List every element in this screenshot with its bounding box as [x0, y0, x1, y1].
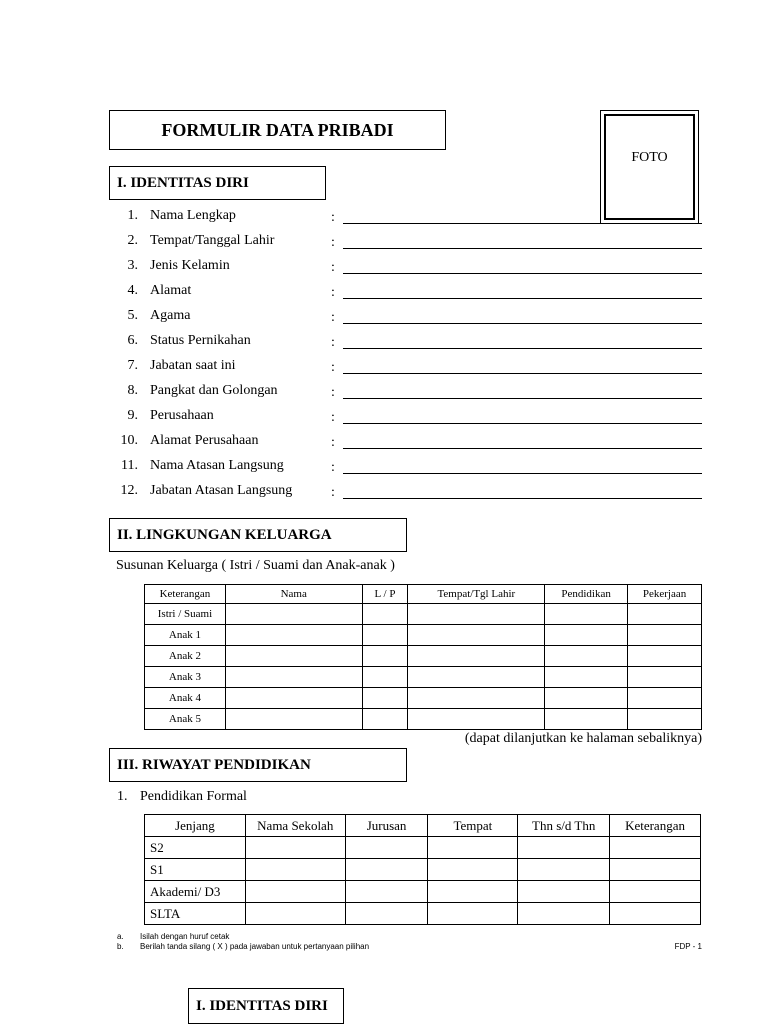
family-row-label: Anak 4: [145, 688, 226, 709]
field-line[interactable]: [343, 423, 702, 424]
table-row: [145, 881, 701, 903]
family-table: [144, 584, 702, 730]
table-cell[interactable]: [408, 709, 545, 730]
section-pendidikan-heading: III. RIWAYAT PENDIDIKAN: [109, 748, 407, 782]
table-cell[interactable]: [345, 903, 428, 925]
table-cell[interactable]: [362, 709, 408, 730]
education-sub-label: Pendidikan Formal: [140, 789, 247, 804]
table-row: [145, 646, 702, 667]
field-perusahaan[interactable]: 9. Perusahaan :: [0, 405, 768, 430]
table-cell[interactable]: [610, 903, 701, 925]
family-col-pendidikan: Pendidikan: [545, 585, 628, 604]
family-col-nama: Nama: [225, 585, 362, 604]
edu-col-jurusan: Jurusan: [345, 815, 428, 837]
table-cell[interactable]: [628, 667, 702, 688]
table-row: [145, 667, 702, 688]
table-cell[interactable]: [225, 625, 362, 646]
family-col-tempat-tgl-lahir: Tempat/Tgl Lahir: [408, 585, 545, 604]
continued-note: (dapat dilanjutkan ke halaman sebaliknya): [464, 731, 702, 746]
table-cell[interactable]: [545, 604, 628, 625]
edu-col-keterangan: Keterangan: [610, 815, 701, 837]
family-row-label: Anak 1: [145, 625, 226, 646]
table-cell[interactable]: [545, 625, 628, 646]
education-sub-num: 1.: [117, 789, 128, 804]
edu-row-label: SLTA: [145, 903, 246, 925]
table-cell[interactable]: [345, 881, 428, 903]
footnote-mark-a: a.: [117, 932, 124, 941]
table-cell[interactable]: [225, 688, 362, 709]
table-cell[interactable]: [408, 646, 545, 667]
table-row: [145, 837, 701, 859]
field-jabatan-atasan[interactable]: 12. Jabatan Atasan Langsung :: [0, 480, 768, 505]
photo-label: FOTO: [604, 114, 695, 220]
edu-col-jenjang: Jenjang: [145, 815, 246, 837]
table-row: [145, 903, 701, 925]
table-row: [145, 859, 701, 881]
footnote-text-a: Isilah dengan huruf cetak: [140, 932, 230, 941]
field-line[interactable]: [343, 223, 702, 224]
table-cell[interactable]: [408, 688, 545, 709]
field-line[interactable]: [343, 398, 702, 399]
table-cell[interactable]: [225, 709, 362, 730]
family-col-lp: L / P: [362, 585, 408, 604]
edu-row-label: S1: [145, 859, 246, 881]
table-cell[interactable]: [610, 837, 701, 859]
table-cell[interactable]: [610, 881, 701, 903]
section-keluarga-heading: II. LINGKUNGAN KELUARGA: [109, 518, 407, 552]
field-line[interactable]: [343, 248, 702, 249]
table-cell[interactable]: [362, 604, 408, 625]
family-row-label: Anak 3: [145, 667, 226, 688]
table-cell[interactable]: [428, 859, 518, 881]
field-pangkat-golongan[interactable]: 8. Pangkat dan Golongan :: [0, 380, 768, 405]
table-cell[interactable]: [408, 604, 545, 625]
table-cell[interactable]: [408, 667, 545, 688]
education-table: [144, 814, 701, 925]
table-cell[interactable]: [245, 903, 345, 925]
field-line[interactable]: [343, 473, 702, 474]
field-line[interactable]: [343, 373, 702, 374]
table-cell[interactable]: [518, 903, 610, 925]
footnote-text-b: Berilah tanda silang ( X ) pada jawaban untuk pertanyaan pilihan: [140, 942, 370, 951]
table-row: [145, 625, 702, 646]
field-line[interactable]: [343, 273, 702, 274]
field-status-pernikahan[interactable]: 6. Status Pernikahan :: [0, 330, 768, 355]
table-cell[interactable]: [345, 859, 428, 881]
field-alamat-perusahaan[interactable]: 10. Alamat Perusahaan :: [0, 430, 768, 455]
table-cell[interactable]: [225, 646, 362, 667]
table-cell[interactable]: [628, 646, 702, 667]
section-identitas-heading: I. IDENTITAS DIRI: [109, 166, 326, 200]
table-cell[interactable]: [225, 667, 362, 688]
family-row-label: Istri / Suami: [145, 604, 226, 625]
field-line[interactable]: [343, 498, 702, 499]
footnote-mark-b: b.: [117, 942, 124, 951]
table-cell[interactable]: [245, 837, 345, 859]
table-cell[interactable]: [428, 903, 518, 925]
edu-col-tempat: Tempat: [428, 815, 518, 837]
table-cell[interactable]: [245, 859, 345, 881]
table-cell[interactable]: [628, 688, 702, 709]
form-title: FORMULIR DATA PRIBADI: [109, 110, 446, 150]
field-tempat-tanggal-lahir[interactable]: 2. Tempat/Tanggal Lahir :: [0, 230, 768, 255]
field-line[interactable]: [343, 323, 702, 324]
table-cell[interactable]: [362, 667, 408, 688]
table-cell[interactable]: [628, 709, 702, 730]
field-line[interactable]: [343, 348, 702, 349]
next-page-section-heading: I. IDENTITAS DIRI: [188, 988, 344, 1024]
family-col-keterangan: Keterangan: [145, 585, 226, 604]
family-row-label: Anak 5: [145, 709, 226, 730]
field-agama[interactable]: 5. Agama :: [0, 305, 768, 330]
table-cell[interactable]: [428, 837, 518, 859]
table-cell[interactable]: [518, 859, 610, 881]
field-line[interactable]: [343, 298, 702, 299]
table-cell[interactable]: [408, 625, 545, 646]
table-cell[interactable]: [518, 881, 610, 903]
table-cell[interactable]: [628, 625, 702, 646]
table-cell[interactable]: [225, 604, 362, 625]
table-cell[interactable]: [628, 604, 702, 625]
table-row: [145, 688, 702, 709]
field-nama-atasan[interactable]: 11. Nama Atasan Langsung :: [0, 455, 768, 480]
table-cell[interactable]: [545, 709, 628, 730]
edu-col-nama-sekolah: Nama Sekolah: [245, 815, 345, 837]
table-cell[interactable]: [545, 646, 628, 667]
field-nama-lengkap[interactable]: 1. Nama Lengkap :: [0, 205, 768, 230]
edu-row-label: S2: [145, 837, 246, 859]
edu-col-tahun: Thn s/d Thn: [518, 815, 610, 837]
family-row-label: Anak 2: [145, 646, 226, 667]
edu-row-label: Akademi/ D3: [145, 881, 246, 903]
table-cell[interactable]: [428, 881, 518, 903]
family-col-pekerjaan: Pekerjaan: [628, 585, 702, 604]
family-subtitle: Susunan Keluarga ( Istri / Suami dan Anak-anak ): [116, 558, 395, 573]
field-line[interactable]: [343, 448, 702, 449]
field-jabatan-saat-ini[interactable]: 7. Jabatan saat ini :: [0, 355, 768, 380]
table-cell[interactable]: [545, 667, 628, 688]
table-cell[interactable]: [245, 881, 345, 903]
table-cell[interactable]: [610, 859, 701, 881]
table-cell[interactable]: [545, 688, 628, 709]
table-cell[interactable]: [362, 688, 408, 709]
table-cell[interactable]: [518, 837, 610, 859]
page-code: FDP - 1: [674, 942, 702, 951]
table-row: [145, 604, 702, 625]
field-jenis-kelamin[interactable]: 3. Jenis Kelamin :: [0, 255, 768, 280]
table-row: [145, 709, 702, 730]
table-cell[interactable]: [362, 625, 408, 646]
field-alamat[interactable]: 4. Alamat :: [0, 280, 768, 305]
table-cell[interactable]: [345, 837, 428, 859]
table-cell[interactable]: [362, 646, 408, 667]
